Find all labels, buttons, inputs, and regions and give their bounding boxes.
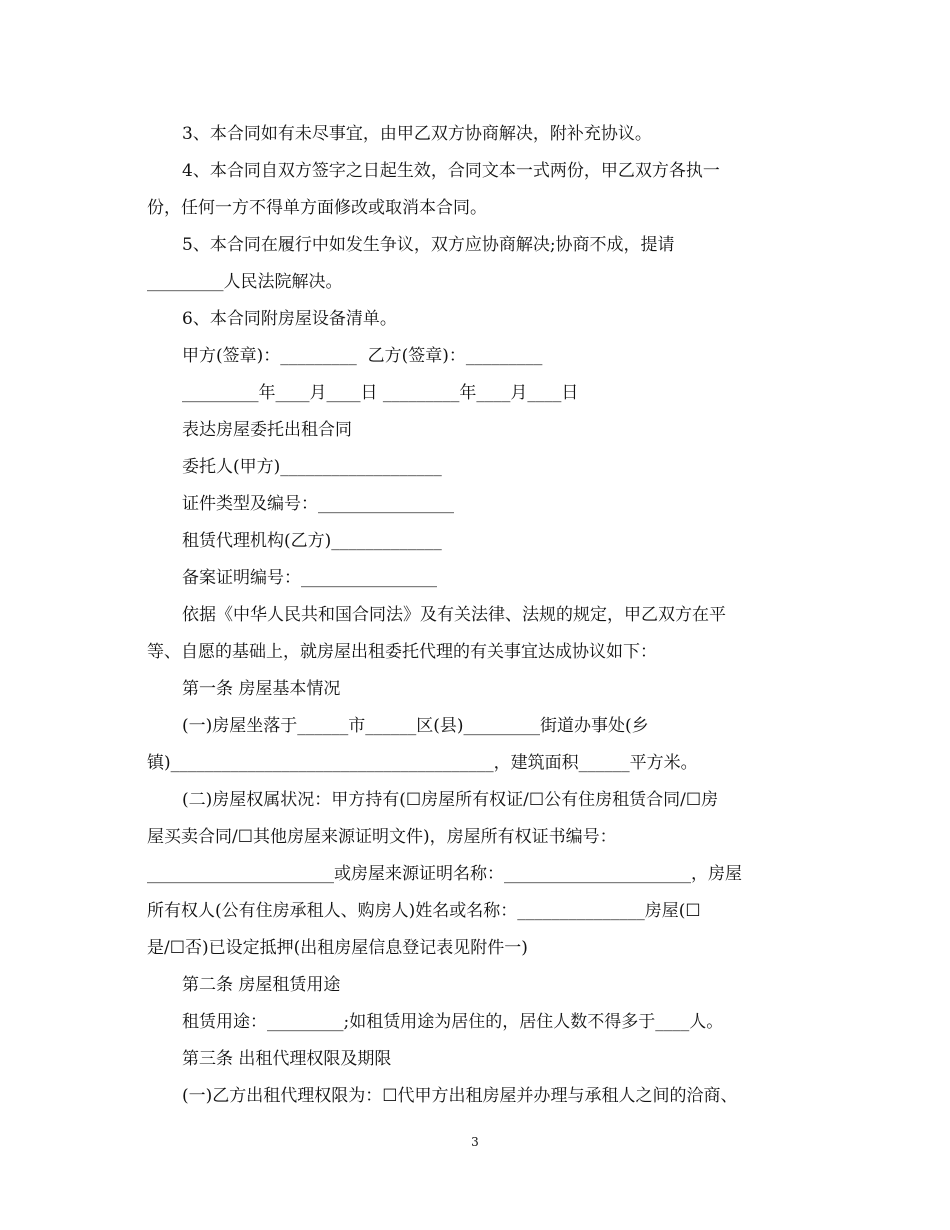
text-line: 镇)______________________________________，建筑面积______平方米。	[147, 753, 698, 773]
text-line: 等、自愿的基础上，就房屋出租委托代理的有关事宜达成协议如下：	[147, 642, 657, 662]
contract-title: 表达房屋委托出租合同	[182, 420, 352, 440]
contract-text	[147, 116, 807, 1115]
text-line: 租赁用途：_________;如租赁用途为居住的，居住人数不得多于____人。	[182, 1012, 724, 1032]
text-line: 6、本合同附房屋设备清单。	[182, 309, 397, 329]
text-line: _________人民法院解决。	[147, 272, 343, 292]
page-number: 3	[471, 1135, 479, 1149]
article-heading: 第三条 出租代理权限及期限	[182, 1049, 392, 1069]
article-heading: 第一条 房屋基本情况	[182, 679, 341, 699]
text-line: (一)乙方出租代理权限为：☐代甲方出租房屋并办理与承租人之间的洽商、	[182, 1086, 738, 1106]
text-line: 4、本合同自双方签字之日起生效，合同文本一式两份，甲乙双方各执一	[182, 161, 720, 181]
text-line: 份，任何一方不得单方面修改或取消本合同。	[147, 198, 487, 218]
date-line: _________年____月____日 _________年____月____日	[182, 383, 579, 403]
text-line: 3、本合同如有未尽事宜，由甲乙双方协商解决，附补充协议。	[182, 124, 652, 144]
text-line: 是/☐否)已设定抵押(出租房屋信息登记表见附件一)	[147, 938, 528, 958]
text-line: ______________________或房屋来源证明名称：______________________，房屋	[147, 864, 742, 884]
text-line: 委托人(甲方)___________________	[182, 457, 442, 477]
signature-line: 甲方(签章)：_________ 乙方(签章)：_________	[182, 346, 543, 366]
text-line: 证件类型及编号：________________	[182, 494, 454, 514]
text-line: 屋买卖合同/☐其他房屋来源证明文件)，房屋所有权证书编号：	[147, 827, 617, 847]
text-line: 5、本合同在履行中如发生争议，双方应协商解决;协商不成，提请	[182, 235, 675, 255]
text-line: 依据《中华人民共和国合同法》及有关法律、法规的规定，甲乙双方在平	[182, 605, 726, 625]
article-heading: 第二条 房屋租赁用途	[182, 975, 341, 995]
text-line: 备案证明编号：________________	[182, 568, 437, 588]
text-line: (一)房屋坐落于______市______区(县)_________街道办事处(乡	[182, 716, 649, 736]
text-line: (二)房屋权属状况：甲方持有(☐房屋所有权证/☐公有住房租赁合同/☐房	[182, 790, 719, 810]
text-line: 所有权人(公有住房承租人、购房人)姓名或名称：_______________房屋(☐	[147, 901, 701, 921]
text-line: 租赁代理机构(乙方)_____________	[182, 531, 442, 551]
